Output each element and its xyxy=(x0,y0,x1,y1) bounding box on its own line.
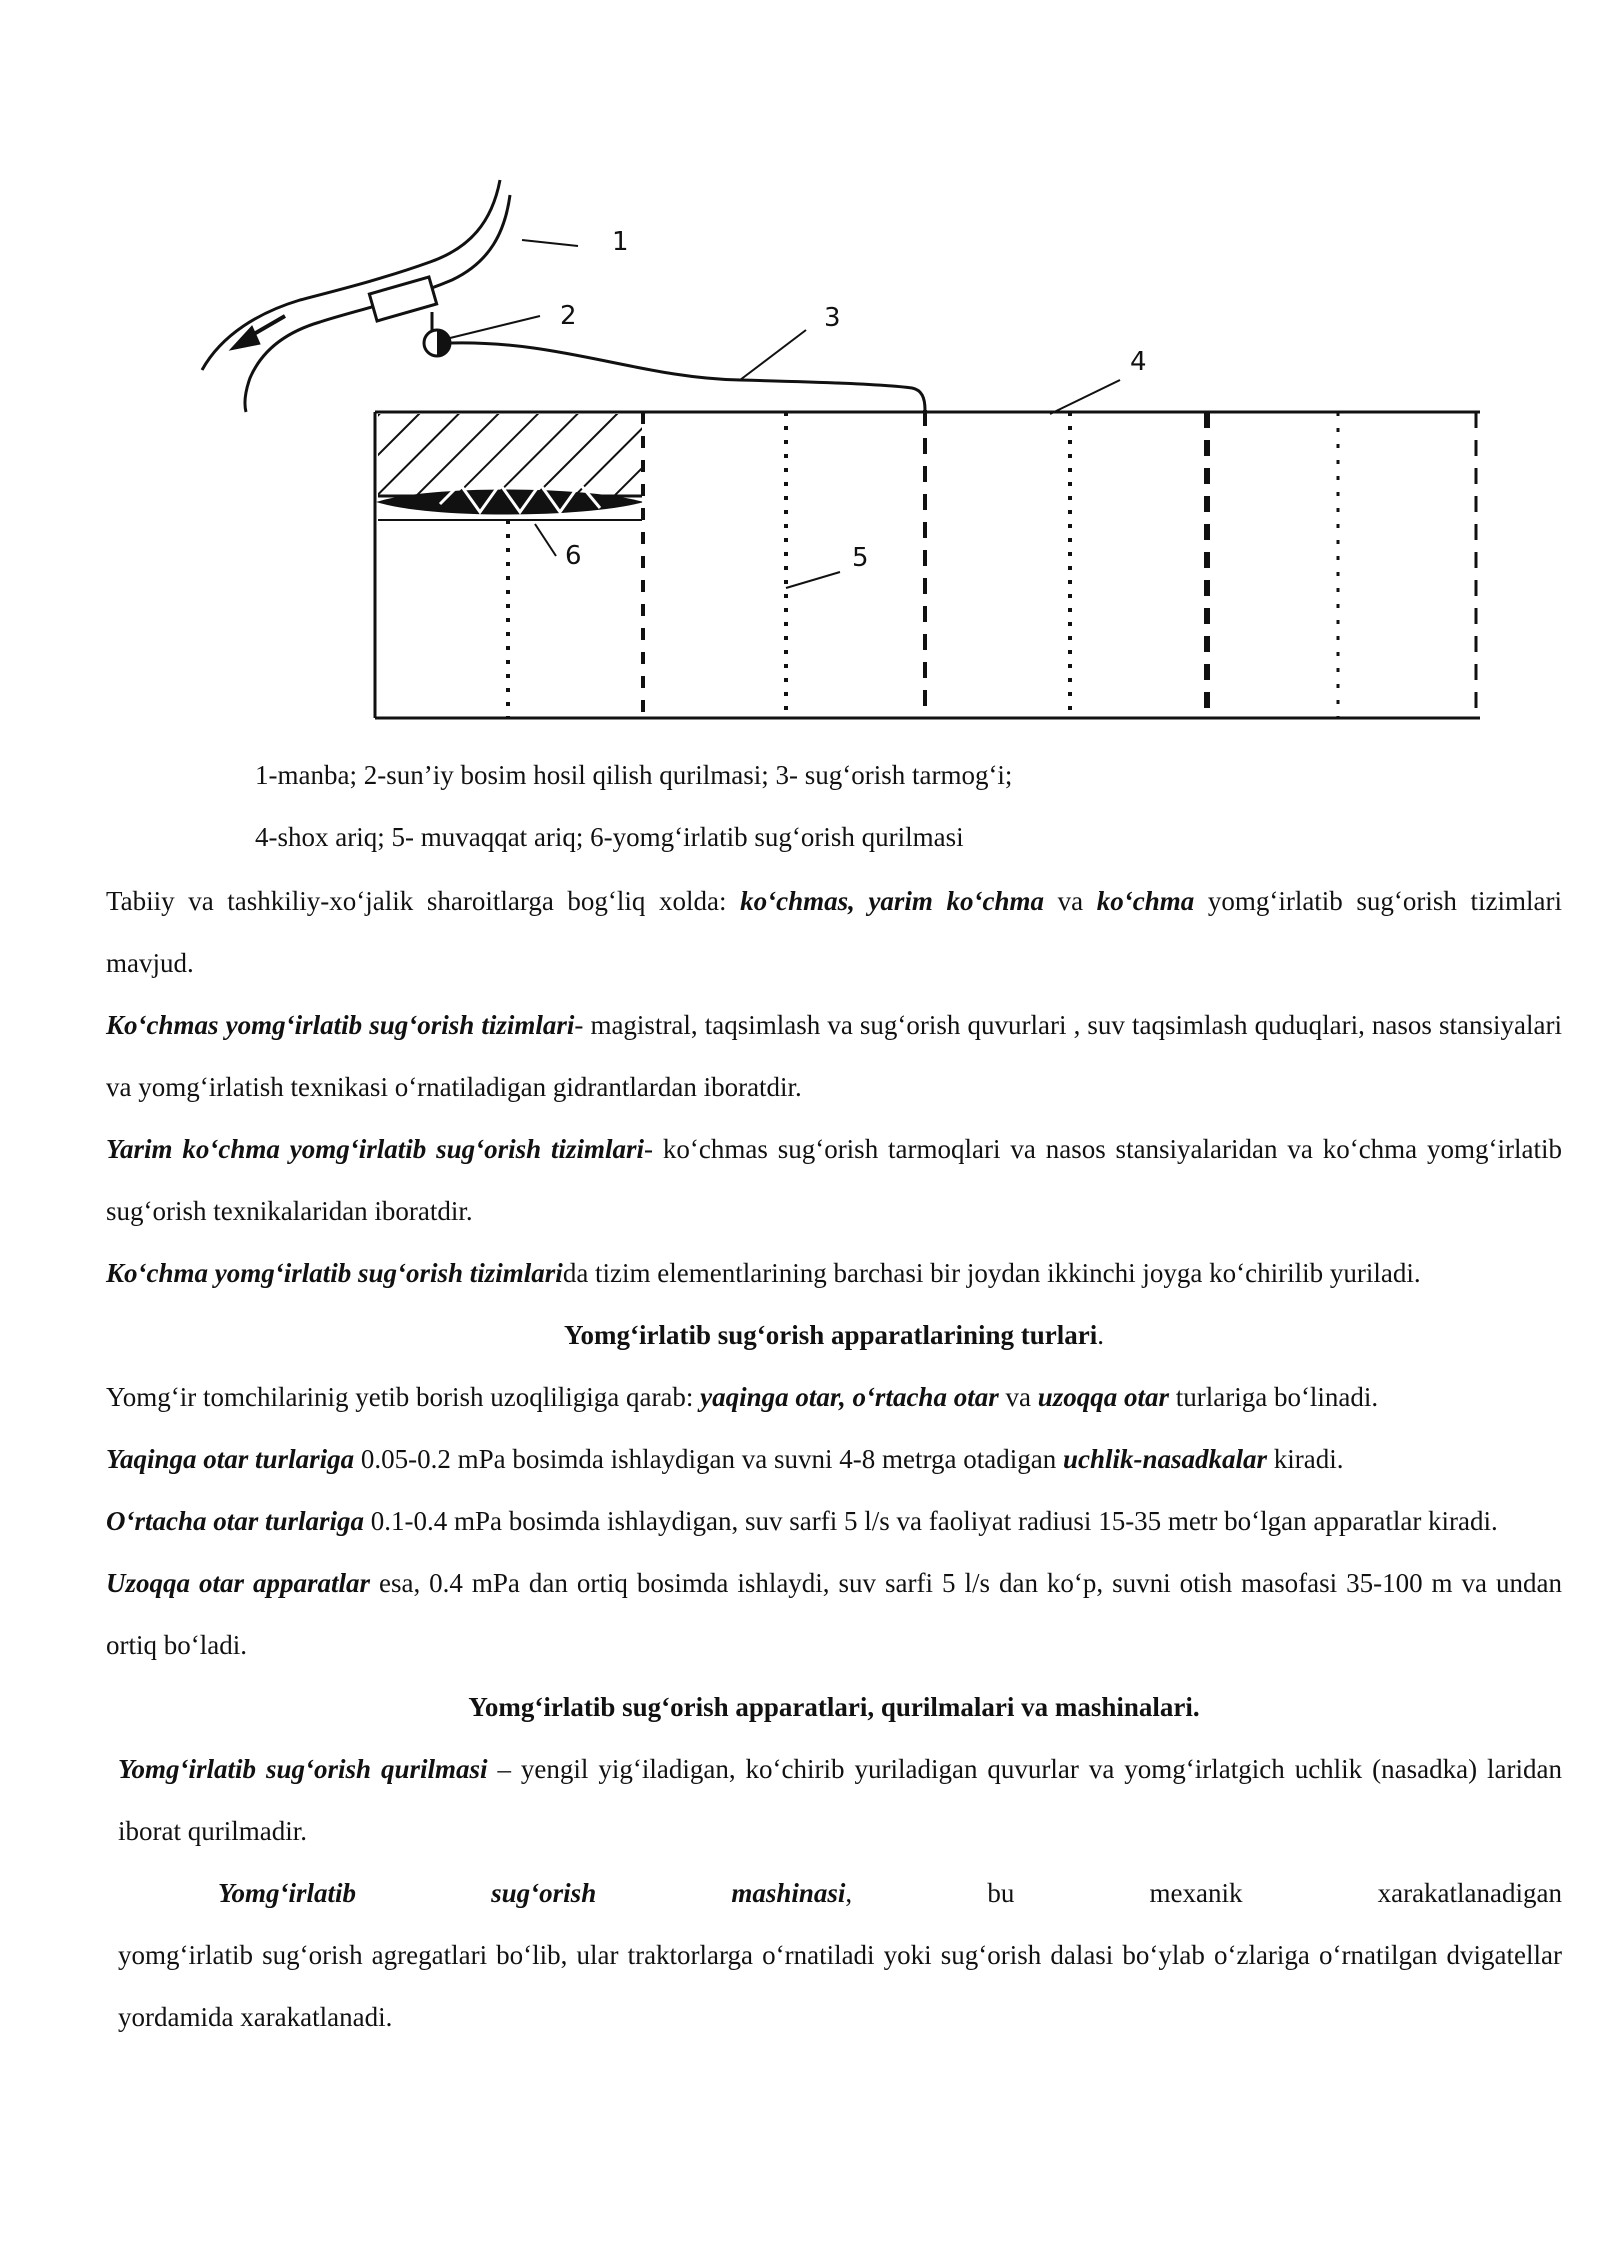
paragraph-sprinkler-machine-line1 xyxy=(106,1862,1562,1924)
text-run: - magistral, taqsimlash va sug‘orish quvurlari , suv taqsimlash quduqlari, nasos stansiyalari va yomg‘irlatish texnikasi o‘rnatiladigan gidrantlardan iboratdir. xyxy=(106,1010,1562,1102)
emphasis-term: Yarim ko‘chma yomg‘irlatib sug‘orish tizimlari xyxy=(106,1134,645,1164)
emphasis-term: uzoqqa otar xyxy=(1037,1382,1169,1412)
label-5: 5 xyxy=(852,543,869,573)
text-run: 0.1-0.4 mPa bosimda ishlaydigan, suv sarfi 5 l/s va faoliyat radiusi 15-35 metr bo‘lgan apparatlar kiradi. xyxy=(364,1506,1498,1536)
paragraph-short-range xyxy=(106,1428,1562,1490)
text-run: , bu mexanik xarakatlanadigan xyxy=(845,1878,1563,1908)
text-run: esa, 0.4 mPa dan ortiq bosimda ishlaydi, suv sarfi 5 l/s dan ko‘p, suvni otish masofasi 35-100 m va undan ortiq bo‘ladi. xyxy=(106,1568,1562,1660)
text-run: va xyxy=(1044,886,1097,916)
text-run: Yomg‘ir tomchilarinig yetib borish uzoqliligiga qarab: xyxy=(106,1382,701,1412)
label-6: 6 xyxy=(565,541,582,571)
text-run: yomg‘irlatib sug‘orish agregatlari bo‘lib, ular traktorlarga o‘rnatiladi yoki sug‘orish dalasi bo‘ylab o‘zlariga o‘rnatilgan dvigatellar yordamida xarakatlanadi. xyxy=(118,1940,1562,2032)
emphasis-term: ko‘chma xyxy=(1096,886,1195,916)
emphasis-term: Yaqinga otar turlariga xyxy=(106,1444,355,1474)
text-run: yomg‘irlatib sug‘orish tizimlari mavjud. xyxy=(106,886,1562,978)
emphasis-term: Ko‘chma yomg‘irlatib sug‘orish tizimlari xyxy=(106,1258,563,1288)
paragraph-system-types xyxy=(106,870,1562,994)
paragraph-long-range xyxy=(106,1552,1562,1676)
emphasis-term: Ko‘chmas yomg‘irlatib sug‘orish tizimlari xyxy=(106,1010,575,1040)
text-run: kiradi. xyxy=(1267,1444,1344,1474)
section-heading-apparatus-types xyxy=(106,1304,1562,1366)
label-3: 3 xyxy=(824,303,841,333)
emphasis-term: Yomg‘irlatib sug‘orish qurilmasi xyxy=(118,1754,488,1784)
text-run: 0.05-0.2 mPa bosimda ishlaydigan va suvni 4-8 metrga otadigan xyxy=(354,1444,1063,1474)
emphasis-term: Uzoqqa otar apparatlar xyxy=(106,1568,370,1598)
paragraph-fixed-systems xyxy=(106,994,1562,1118)
pressure-unit xyxy=(369,277,450,356)
text-run: turlariga bo‘linadi. xyxy=(1168,1382,1379,1412)
paragraph-medium-range xyxy=(106,1490,1562,1552)
figure-caption-line-2: 4-shox ariq; 5- muvaqqat ariq; 6-yomg‘irlatib sug‘orish qurilmasi xyxy=(255,822,964,852)
irrigation-system-diagram xyxy=(0,0,1600,740)
paragraph-mobile-systems xyxy=(106,1242,1562,1304)
label-4: 4 xyxy=(1130,347,1147,377)
text-run: da tizim elementlarining barchasi bir joydan ikkinchi joyga ko‘chirilib yuriladi. xyxy=(562,1258,1421,1288)
heading-text: Yomg‘irlatib sug‘orish apparatlari, qurilmalari va mashinalari. xyxy=(468,1692,1200,1722)
heading-period: . xyxy=(1097,1320,1104,1350)
irrigation-pipe xyxy=(450,343,925,410)
label-2: 2 xyxy=(560,301,577,331)
text-run: - ko‘chmas sug‘orish tarmoqlari va nasos stansiyalaridan va ko‘chma yomg‘irlatib sug‘orish texnikalaridan iboratdir. xyxy=(106,1134,1563,1226)
field-ditches xyxy=(508,410,1476,718)
paragraph-range-types xyxy=(106,1366,1562,1428)
emphasis-term: O‘rtacha otar turlariga xyxy=(106,1506,365,1536)
text-run: Tabiiy va tashkiliy-xo‘jalik sharoitlarga bog‘liq xolda: xyxy=(106,886,741,916)
label-1: 1 xyxy=(612,227,629,257)
section-heading-machines xyxy=(106,1676,1562,1738)
text-run: va xyxy=(998,1382,1038,1412)
figure-caption-line-1: 1-manba; 2-sun’iy bosim hosil qilish qurilmasi; 3- sug‘orish tarmog‘i; xyxy=(255,760,1013,790)
emphasis-term: Yomg‘irlatib sug‘orish mashinasi xyxy=(218,1878,846,1908)
source-channel xyxy=(202,180,510,412)
document-body xyxy=(106,870,1562,2048)
text-run: – yengil yig‘iladigan, ko‘chirib yuriladigan quvurlar va yomg‘irlatgich uchlik (nasadka) laridan iborat qurilmadir. xyxy=(118,1754,1562,1846)
emphasis-term: ko‘chmas, yarim ko‘chma xyxy=(740,886,1045,916)
heading-text: Yomg‘irlatib sug‘orish apparatlarining turlari xyxy=(563,1320,1098,1350)
emphasis-term: uchlik-nasadkalar xyxy=(1062,1444,1268,1474)
paragraph-semi-mobile-systems xyxy=(106,1118,1562,1242)
emphasis-term: yaqinga otar, o‘rtacha otar xyxy=(700,1382,999,1412)
paragraph-sprinkler-machine-rest xyxy=(106,1924,1562,2048)
paragraph-sprinkler-device xyxy=(106,1738,1562,1862)
